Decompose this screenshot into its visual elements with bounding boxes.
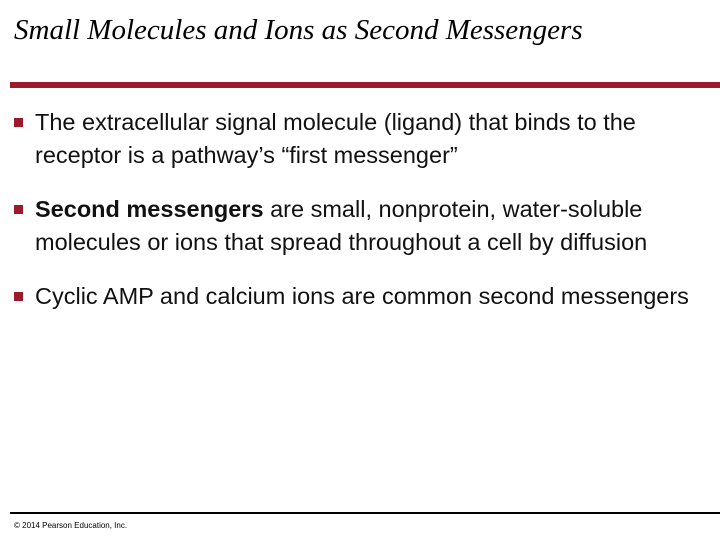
footer-divider — [10, 512, 720, 514]
bullet-list — [14, 106, 694, 334]
title-divider — [10, 82, 720, 88]
bullet-item — [14, 280, 694, 313]
slide-title: Small Molecules and Ions as Second Messengers — [14, 14, 583, 46]
bullet-bold-term: Second messengers — [35, 196, 264, 222]
bullet-text: are small, nonprotein, water-soluble molecules or ions that spread throughout a cell by diffusion — [35, 196, 648, 255]
bullet-item — [14, 106, 694, 172]
bullet-item — [14, 193, 694, 259]
copyright-notice: © 2014 Pearson Education, Inc. — [14, 521, 128, 530]
square-bullet-icon — [14, 292, 23, 301]
bullet-text: The extracellular signal molecule (ligand) that binds to the receptor is a pathway’s “first messenger” — [35, 109, 636, 168]
square-bullet-icon — [14, 118, 23, 127]
bullet-text: Cyclic AMP and calcium ions are common second messengers — [35, 283, 689, 309]
square-bullet-icon — [14, 205, 23, 214]
